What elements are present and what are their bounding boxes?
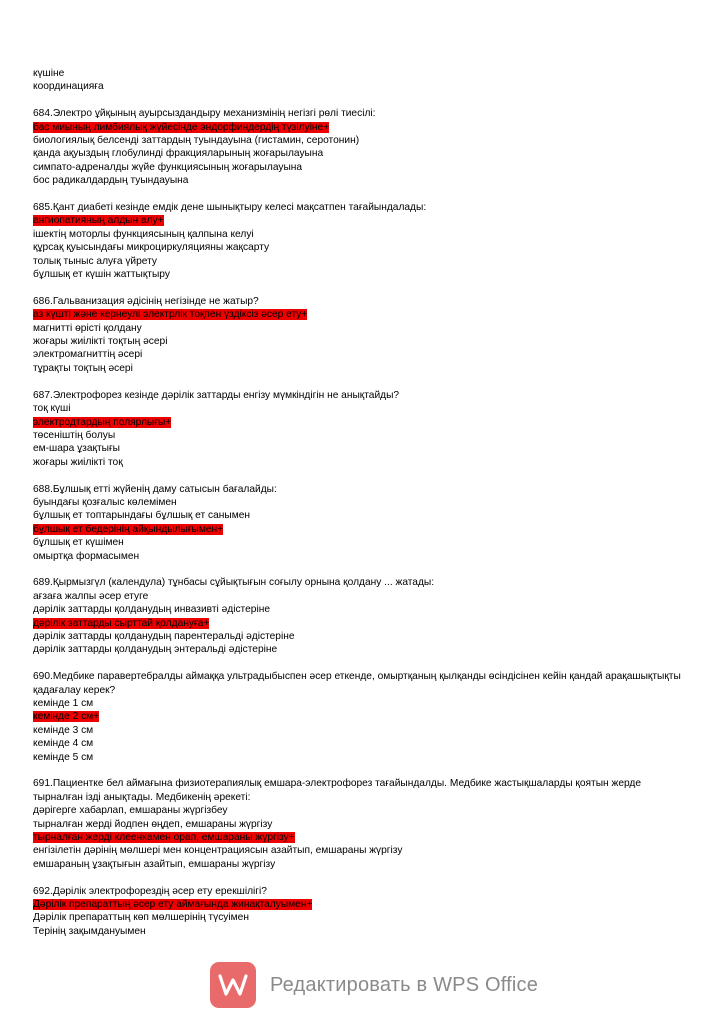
answer-text: Терінің зақымдануымен bbox=[33, 925, 146, 937]
answer-option bbox=[33, 858, 693, 871]
answer-text: қанда ақуыздың глобулинді фракцияларының жоғарылауына bbox=[33, 148, 324, 160]
answer-text: тырналған жерді йодпен өңдеп, емшараны жүргізу bbox=[33, 818, 273, 830]
question-block bbox=[33, 295, 693, 375]
spacer bbox=[33, 281, 693, 294]
answer-option bbox=[33, 335, 693, 348]
question-text: 692.Дәрілік электрофорездің әсер ету ерекшілігі? bbox=[33, 885, 267, 897]
answer-text: дәрілік заттарды сырттай қолдануға+ bbox=[33, 617, 210, 629]
answer-option bbox=[33, 174, 693, 187]
answer-text: дәрігерге хабарлап, емшараны жүргізбеу bbox=[33, 805, 228, 817]
answer-text: кемінде 2 см+ bbox=[33, 711, 100, 723]
answer-option-correct bbox=[33, 617, 693, 630]
answer-option bbox=[33, 147, 693, 160]
answer-option bbox=[33, 268, 693, 281]
answer-option bbox=[33, 818, 693, 831]
answer-option bbox=[33, 550, 693, 563]
question-text: 685.Қант диабеті кезінде емдік дене шынықтыру келесі мақсатпен тағайындалады: bbox=[33, 202, 427, 214]
answer-option bbox=[33, 643, 693, 656]
answer-option-correct bbox=[33, 308, 693, 321]
answer-text: құрсақ қуысындағы микроциркуляцияны жақсарту bbox=[33, 242, 270, 254]
question-text: 690.Медбике паравертебралды аймаққа ультрадыбыспен әсер еткенде, омыртқаның қылқанды өсіндісінен кейін қандай арақашықтықты қадағалау керек? bbox=[33, 671, 681, 696]
answer-option bbox=[33, 911, 693, 924]
wps-edit-banner[interactable] bbox=[210, 962, 540, 1008]
answer-option bbox=[33, 724, 693, 737]
answer-option-correct bbox=[33, 710, 693, 723]
question-block bbox=[33, 576, 693, 656]
answer-text: Дәрілік препараттың әсер ету аймағында жинақталуымен+ bbox=[33, 899, 313, 911]
answer-option bbox=[33, 402, 693, 415]
answer-text: электромагниттің әсері bbox=[33, 349, 143, 361]
answer-text: дәрілік заттарды қолданудың инвазивті әдістеріне bbox=[33, 604, 270, 616]
answer-option-correct bbox=[33, 898, 693, 911]
spacer bbox=[33, 563, 693, 576]
answer-text: бұлшық ет бедерінің айқындылығымен+ bbox=[33, 523, 224, 535]
spacer bbox=[33, 375, 693, 388]
answer-text: дәрілік заттарды қолданудың парентеральді әдістеріне bbox=[33, 630, 295, 642]
answer-text: кемінде 5 см bbox=[33, 751, 94, 763]
spacer bbox=[33, 94, 693, 107]
answer-option bbox=[33, 161, 693, 174]
question-text: 686.Гальванизация әдісінің негізінде не жатыр? bbox=[33, 295, 259, 307]
answer-text: бұлшық ет күшімен bbox=[33, 537, 124, 549]
answer-text: симпато-адреналды жүйе функциясының жоғарылауына bbox=[33, 161, 303, 173]
answer-text: тұрақты тоқтың әсері bbox=[33, 362, 133, 374]
spacer bbox=[33, 188, 693, 201]
answer-option-correct bbox=[33, 214, 693, 227]
answer-text: ішектің моторлы функциясының қалпына келуі bbox=[33, 228, 254, 240]
question-block bbox=[33, 107, 693, 187]
spacer bbox=[33, 764, 693, 777]
answer-option bbox=[33, 442, 693, 455]
answer-text: ангиопатияның алдын алу+ bbox=[33, 215, 164, 227]
wps-logo-icon[interactable] bbox=[210, 962, 256, 1008]
answer-text: ағзаға жалпы әсер етуге bbox=[33, 590, 149, 602]
answer-text: тоқ күші bbox=[33, 403, 71, 415]
question-text: 691.Пациентке бел аймағына физиотерапиялық емшара-электрофорез тағайындалды. Медбике жастықшаларды қоятын жерде тырналған ізді анықтады. Медбикенің әрекеті: bbox=[33, 778, 642, 803]
answer-option bbox=[33, 751, 693, 764]
question-text: 684.Электро ұйқының ауырсыздандыру механизмінің негізгі рөлі тиесілі: bbox=[33, 108, 376, 120]
answer-text: магнитті өрісті қолдану bbox=[33, 322, 142, 334]
answer-option-correct bbox=[33, 523, 693, 536]
answer-text: төсеніштің болуы bbox=[33, 429, 116, 441]
answer-option-correct bbox=[33, 121, 693, 134]
answer-text: кемінде 4 см bbox=[33, 738, 94, 750]
question-list bbox=[33, 94, 693, 938]
answer-text: дәрілік заттарды қолданудың энтеральді әдістеріне bbox=[33, 644, 278, 656]
answer-option bbox=[33, 429, 693, 442]
answer-option-correct bbox=[33, 831, 693, 844]
spacer bbox=[33, 657, 693, 670]
answer-text: емшараның ұзақтығын азайтып, емшараны жүргізу bbox=[33, 858, 276, 870]
answer-option bbox=[33, 536, 693, 549]
question-block bbox=[33, 389, 693, 469]
answer-option bbox=[33, 590, 693, 603]
spacer bbox=[33, 469, 693, 482]
answer-text: жоғары жиілікті тоқтың әсері bbox=[33, 336, 168, 348]
intro-line: координацияға bbox=[33, 81, 104, 93]
question-block bbox=[33, 201, 693, 281]
answer-text: буындағы қозғалыс көлемімен bbox=[33, 496, 177, 508]
question-block bbox=[33, 777, 693, 871]
answer-text: ем-шара ұзақтығы bbox=[33, 443, 120, 455]
answer-text: бас миының лимбиялық жүйесінде эндорфиндердің түзілуіне+ bbox=[33, 121, 330, 133]
answer-option bbox=[33, 322, 693, 335]
answer-text: енгізілетін дәрінің мөлшері мен концентрациясын азайтып, емшараны жүргізу bbox=[33, 845, 403, 857]
answer-text: бұлшық ет топтарындағы бұлшық ет санымен bbox=[33, 510, 251, 522]
answer-option-correct bbox=[33, 416, 693, 429]
answer-text: жоғары жиілікті тоқ bbox=[33, 456, 123, 468]
answer-option bbox=[33, 509, 693, 522]
answer-text: бұлшық ет күшін жаттықтыру bbox=[33, 269, 170, 281]
question-block bbox=[33, 483, 693, 563]
intro-lines bbox=[33, 67, 693, 94]
answer-text: кемінде 1 см bbox=[33, 697, 94, 709]
answer-text: биологиялық белсенді заттардың туындауына (гистамин, серотонин) bbox=[33, 135, 360, 147]
answer-option bbox=[33, 241, 693, 254]
question-text: 689.Қырмызгүл (календула) тұнбасы сұйықтығын соғылу орнына қолдану ... жатады: bbox=[33, 577, 435, 589]
answer-option bbox=[33, 697, 693, 710]
answer-option bbox=[33, 804, 693, 817]
answer-option bbox=[33, 603, 693, 616]
answer-option bbox=[33, 255, 693, 268]
answer-text: кемінде 3 см bbox=[33, 724, 94, 736]
answer-text: омыртқа формасымен bbox=[33, 550, 140, 562]
answer-option bbox=[33, 630, 693, 643]
answer-text: электродтардың полярлығы+ bbox=[33, 416, 172, 428]
question-text: 688.Бұлшық етті жүйенің даму сатысын бағалайды: bbox=[33, 483, 277, 495]
answer-text: аз күшті және кернеулі электрлік тоқпен үздіксіз әсер ету+ bbox=[33, 309, 308, 321]
question-block bbox=[33, 885, 693, 939]
answer-option bbox=[33, 456, 693, 469]
answer-option bbox=[33, 925, 693, 938]
question-text: 687.Электрофорез кезінде дәрілік заттарды енгізу мүмкіндігін не анықтайды? bbox=[33, 389, 400, 401]
answer-option bbox=[33, 362, 693, 375]
spacer bbox=[33, 871, 693, 884]
answer-option bbox=[33, 228, 693, 241]
answer-option bbox=[33, 134, 693, 147]
answer-option bbox=[33, 737, 693, 750]
intro-line: күшіне bbox=[33, 68, 65, 79]
question-block bbox=[33, 670, 693, 764]
document-page bbox=[33, 67, 693, 938]
answer-option bbox=[33, 844, 693, 857]
answer-text: толық тыныс алуға үйрету bbox=[33, 255, 157, 267]
answer-option bbox=[33, 348, 693, 361]
answer-text: тырналған жерді клеенкамен орап, емшараны жүргізу+ bbox=[33, 832, 295, 844]
wps-edit-label[interactable]: Редактировать в WPS Office bbox=[270, 973, 539, 996]
answer-option bbox=[33, 496, 693, 509]
answer-text: бос радикалдардың туындауына bbox=[33, 175, 189, 187]
answer-text: Дәрілік препараттың көп мөлшерінің түсуімен bbox=[33, 912, 249, 924]
